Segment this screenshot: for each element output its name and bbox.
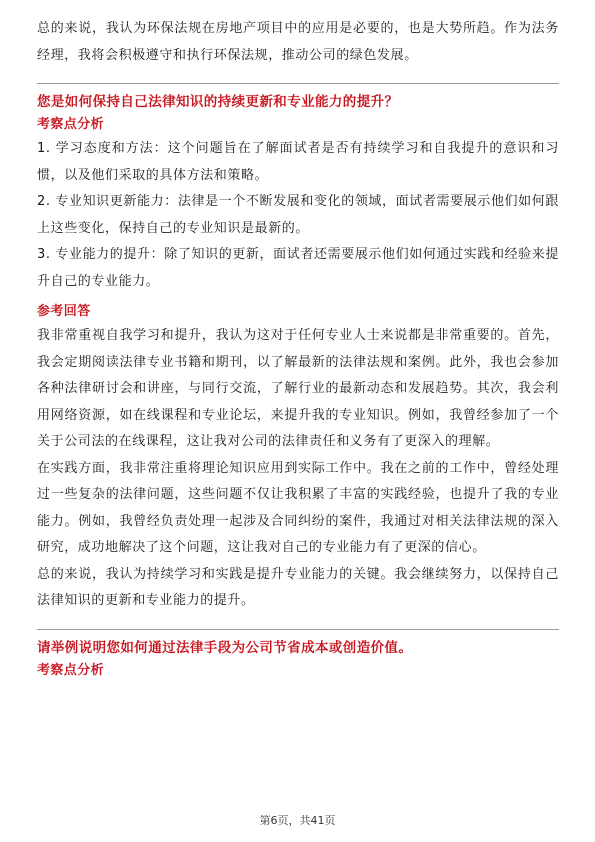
question-title: 您是如何保持自己法律知识的持续更新和专业能力的提升？ [37, 94, 399, 110]
section-divider [37, 629, 559, 630]
section-divider [37, 83, 559, 84]
analysis-point: 2. 专业知识更新能力：法律是一个不断发展和变化的领域，面试者需要展示他们如何跟上这些变化，保持自己的专业知识是最新的。 [37, 194, 559, 236]
answer-heading: 参考回答 [37, 304, 91, 319]
analysis-heading: 考察点分析 [37, 117, 105, 132]
question-block-cost-saving [37, 636, 559, 682]
question-block-knowledge-update [37, 90, 559, 615]
analysis-heading: 考察点分析 [37, 662, 105, 678]
analysis-point: 3. 专业能力的提升：除了知识的更新，面试者还需要展示他们如何通过实践和经验来提升自己的专业能力。 [37, 247, 559, 289]
answer-paragraph: 在实践方面，我非常注重将理论知识应用到实际工作中。我在之前的工作中，曾经处理过一些复杂的法律问题，这些问题不仅让我积累了丰富的实践经验，也提升了我的专业能力。例如，我曾经负责处理一起涉及合同纠纷的案件，我通过对相关法律法规的深入研究，成功地解决了这个问题，这让我对自己的专业能力有了更深的信心。 [37, 460, 559, 555]
analysis-point: 1. 学习态度和方法：这个问题旨在了解面试者是否有持续学习和自我提升的意识和习惯，以及他们采取的具体方法和策略。 [37, 141, 559, 183]
closing-paragraph: 总的来说，我认为环保法规在房地产项目中的应用是必要的，也是大势所趋。作为法务经理，我将会积极遵守和执行环保法规，推动公司的绿色发展。 [37, 21, 559, 63]
page-indicator: 第6页，共41页 [259, 814, 336, 827]
answer-paragraph: 我非常重视自我学习和提升，我认为这对于任何专业人士来说都是非常重要的。首先，我会定期阅读法律专业书籍和期刊，以了解最新的法律法规和案例。此外，我也会参加各种法律研讨会和讲座，与同行交流，了解行业的最新动态和发展趋势。其次，我会利用网络资源，如在线课程和专业论坛，来提升我的专业知识。例如，我曾经参加了一个关于公司法的在线课程，这让我对公司的法律责任和义务有了更深入的理解。 [37, 328, 559, 449]
question-title: 请举例说明您如何通过法律手段为公司节省成本或创造价值。 [37, 639, 413, 656]
answer-paragraph: 总的来说，我认为持续学习和实践是提升专业能力的关键。我会继续努力，以保持自己法律知识的更新和专业能力的提升。 [37, 566, 559, 608]
document-page [37, 16, 559, 682]
